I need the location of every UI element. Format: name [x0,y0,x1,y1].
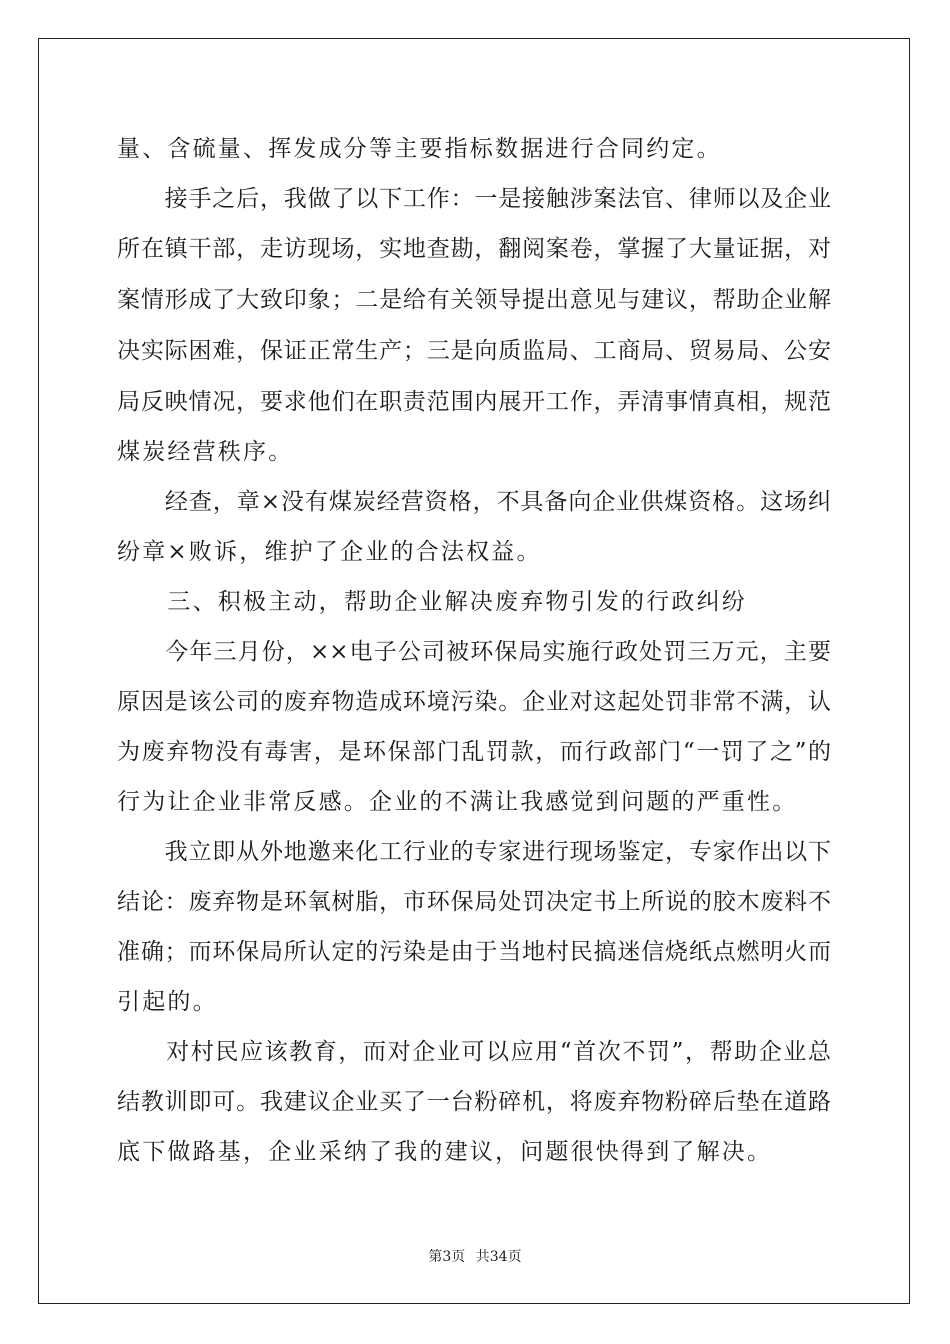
text-line: 结论：废弃物是环氧树脂，市环保局处罚决定书上所说的胶木废料不 [117,889,831,915]
text-line: 底下做路基，企业采纳了我的建议，问题很快得到了解决。 [117,1139,773,1165]
text-line: 经查，章×没有煤炭经营资格，不具备向企业供煤资格。这场纠 [117,489,831,515]
text-line: 接手之后，我做了以下工作：一是接触涉案法官、律师以及企业 [117,186,831,212]
text-line: 引起的。 [117,989,218,1015]
page-footer [0,1246,950,1266]
text-line: 行为让企业非常反感。企业的不满让我感觉到问题的严重性。 [117,789,798,815]
page-number: 第3页 [428,1249,466,1265]
text-line: 今年三月份，××电子公司被环保局实施行政处罚三万元，主要 [117,639,831,665]
text-line: 量、含硫量、挥发成分等主要指标数据进行合同约定。 [117,136,722,162]
text-line: 准确；而环保局所认定的污染是由于当地村民搞迷信烧纸点燃明火而 [117,939,831,965]
text-line: 所在镇干部，走访现场，实地查勘，翻阅案卷，掌握了大量证据，对 [117,236,831,262]
text-line: 对村民应该教育，而对企业可以应用“首次不罚”，帮助企业总 [117,1039,831,1065]
text-line: 我立即从外地邀来化工行业的专家进行现场鉴定，专家作出以下 [117,839,831,865]
text-line: 结教训即可。我建议企业买了一台粉碎机，将废弃物粉碎后垫在道路 [117,1089,831,1115]
text-line: 为废弃物没有毒害，是环保部门乱罚款，而行政部门“一罚了之”的 [117,739,831,765]
text-line: 局反映情况，要求他们在职责范围内展开工作，弄清事情真相，规范 [117,389,831,415]
text-line: 煤炭经营秩序。 [117,439,294,465]
text-line: 案情形成了大致印象；二是给有关领导提出意见与建议，帮助企业解 [117,287,831,313]
text-line: 决实际困难，保证正常生产；三是向质监局、工商局、贸易局、公安 [117,338,831,364]
text-line: 纷章×败诉，维护了企业的合法权益。 [117,539,542,565]
section-heading: 三、积极主动，帮助企业解决废弃物引发的行政纠纷 [117,589,747,615]
total-pages: 共34页 [475,1249,522,1265]
text-line: 原因是该公司的废弃物造成环境污染。企业对这起处罚非常不满，认 [117,689,831,715]
